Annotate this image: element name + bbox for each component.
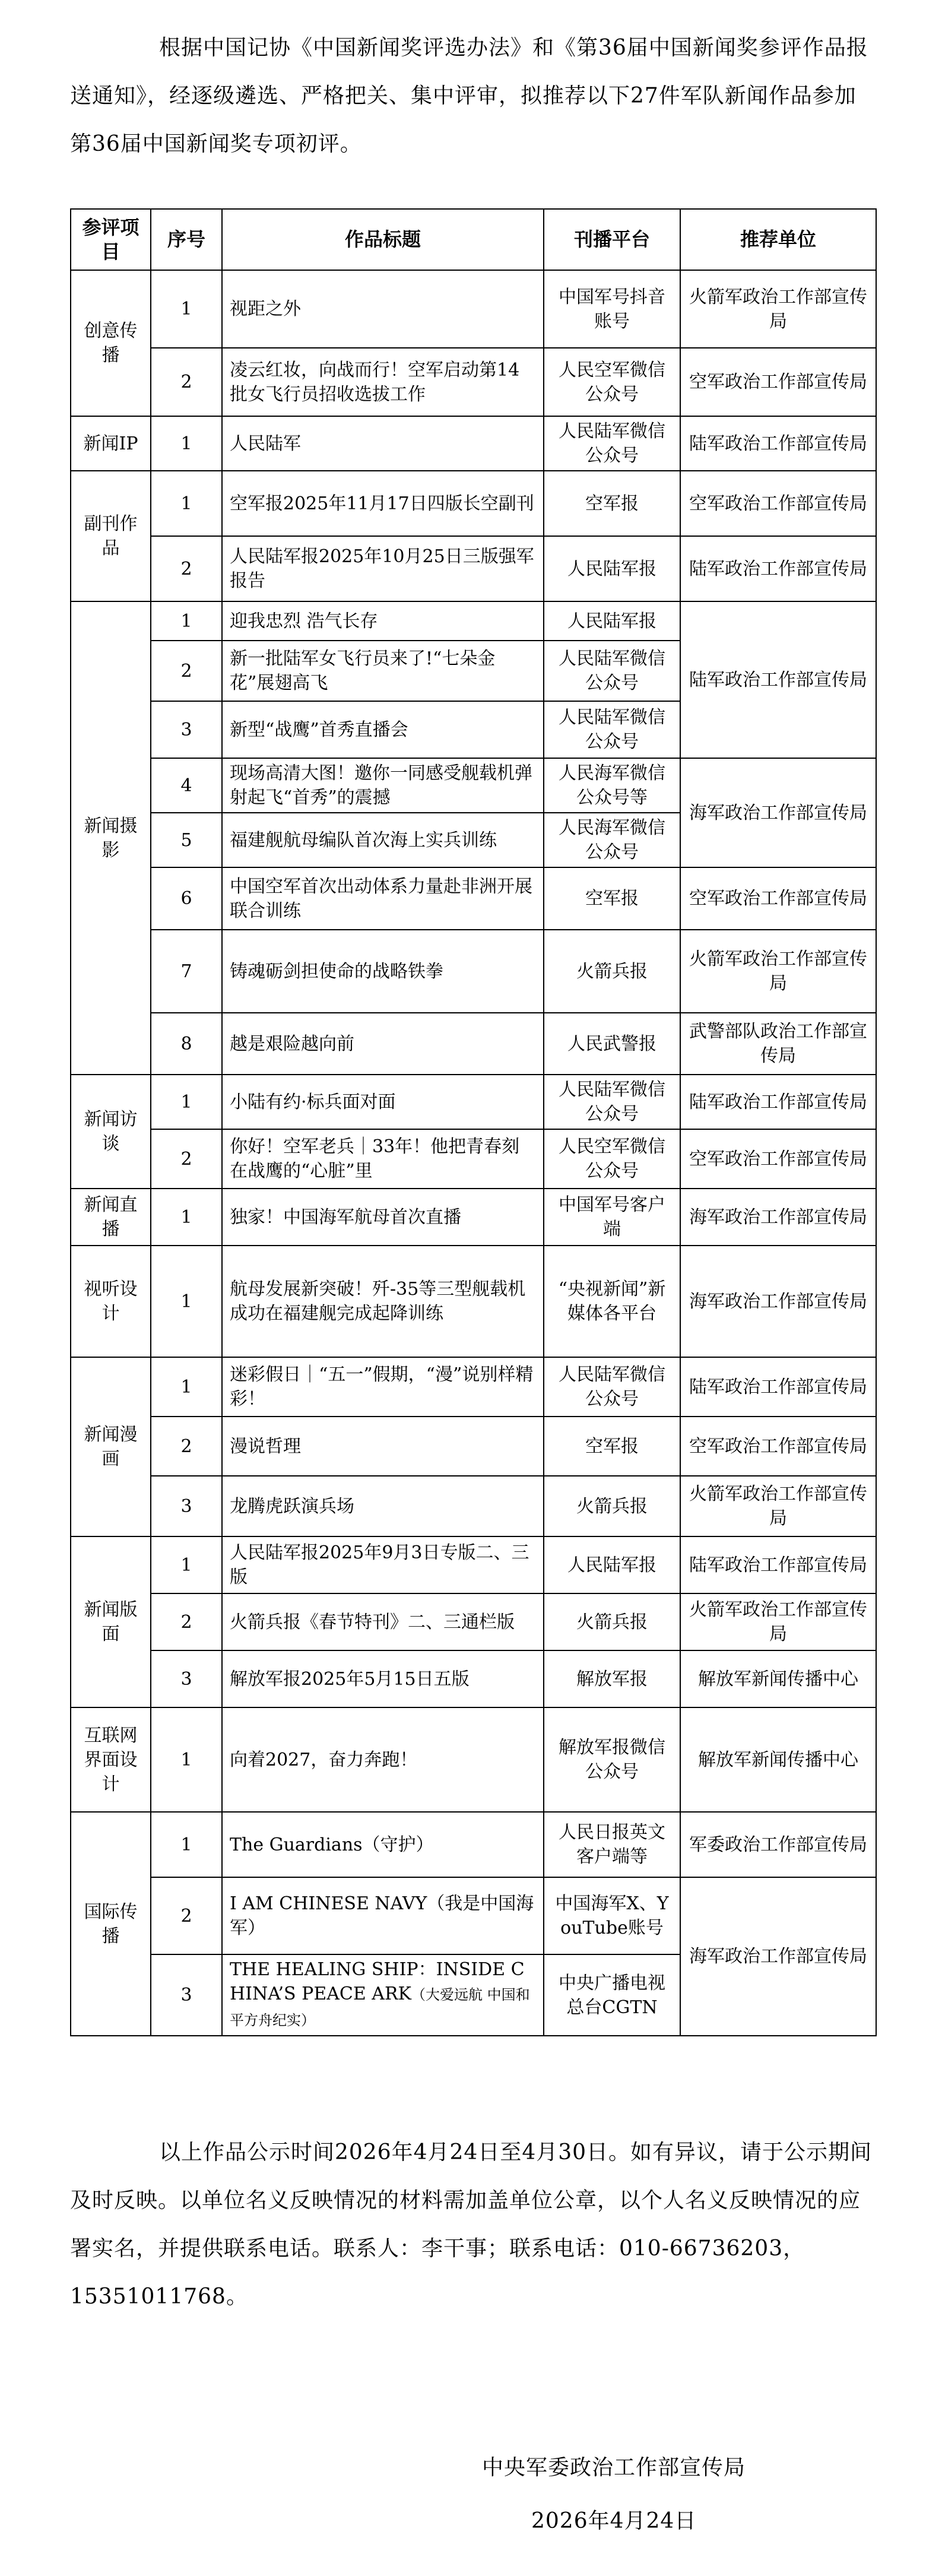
title-text: THE HEALING SHIP：INSIDE CHINA’S PEACE ARK [230,1959,525,2004]
table-row [71,1129,876,1189]
platform-cell: 火箭兵报 [544,1593,680,1650]
title-cell: I AM CHINESE NAVY（我是中国海军） [222,1877,544,1954]
seq-cell: 4 [151,758,222,813]
table-row [71,416,876,471]
seq-cell: 8 [151,1013,222,1075]
category-cell: 副刊作品 [71,471,151,601]
platform-cell: 空军报 [544,867,680,930]
title-cell: 人民陆军报2025年10月25日三版强军报告 [222,536,544,601]
title-cell: 人民陆军 [222,416,544,471]
table-row [71,1246,876,1357]
category-cell: 国际传播 [71,1812,151,2036]
category-cell: 新闻访谈 [71,1075,151,1189]
unit-cell: 陆军政治工作部宣传局 [680,536,876,601]
title-cell: 龙腾虎跃演兵场 [222,1476,544,1536]
title-cell [222,1954,544,2036]
title-cell: 越是艰险越向前 [222,1013,544,1075]
header-seq: 序号 [151,209,222,270]
header-platform: 刊播平台 [544,209,680,270]
platform-cell: 中国军号客户端 [544,1189,680,1246]
seq-cell: 5 [151,813,222,867]
seq-cell: 1 [151,1707,222,1812]
seq-cell: 3 [151,1954,222,2036]
platform-cell: 人民陆军微信公众号 [544,1075,680,1129]
platform-cell: 人民空军微信公众号 [544,1129,680,1189]
seq-cell: 6 [151,867,222,930]
unit-cell: 陆军政治工作部宣传局 [680,1075,876,1129]
title-cell: 新型“战鹰”首秀直播会 [222,701,544,758]
unit-cell: 陆军政治工作部宣传局 [680,1357,876,1417]
platform-cell: 人民陆军报 [544,1536,680,1593]
platform-cell: 中央广播电视总台CGTN [544,1954,680,2036]
platform-cell: 火箭兵报 [544,930,680,1013]
table-row [71,1877,876,1954]
table-row [71,601,876,641]
unit-cell: 陆军政治工作部宣传局 [680,416,876,471]
platform-cell: 人民陆军微信公众号 [544,1357,680,1417]
header-title: 作品标题 [222,209,544,270]
seq-cell: 1 [151,1075,222,1129]
title-cell: 迎我忠烈 浩气长存 [222,601,544,641]
platform-cell: 人民陆军报 [544,536,680,601]
unit-cell: 海军政治工作部宣传局 [680,1246,876,1357]
table-row [71,348,876,416]
title-cell: 铸魂砺剑担使命的战略铁拳 [222,930,544,1013]
seq-cell: 7 [151,930,222,1013]
title-cell: 航母发展新突破！歼-35等三型舰载机成功在福建舰完成起降训练 [222,1246,544,1357]
unit-cell: 空军政治工作部宣传局 [680,1417,876,1476]
table-row [71,536,876,601]
seq-cell: 2 [151,1417,222,1476]
platform-cell: 人民海军微信公众号等 [544,758,680,813]
category-cell: 互联网界面设计 [71,1707,151,1812]
table-row [71,930,876,1013]
title-cell: 火箭兵报《春节特刊》二、三通栏版 [222,1593,544,1650]
table-row [71,1812,876,1877]
header-unit: 推荐单位 [680,209,876,270]
title-cell: 解放军报2025年5月15日五版 [222,1650,544,1707]
unit-cell: 火箭军政治工作部宣传局 [680,1476,876,1536]
platform-cell: 中国军号抖音账号 [544,270,680,348]
platform-cell: 人民陆军报 [544,601,680,641]
title-cell: 漫说哲理 [222,1417,544,1476]
table-row [71,471,876,536]
title-cell: 你好！空军老兵｜33年！他把青春刻在战鹰的“心脏”里 [222,1129,544,1189]
seq-cell: 1 [151,270,222,348]
platform-cell: 空军报 [544,1417,680,1476]
nominated-works-table [70,208,877,2036]
unit-cell: 火箭军政治工作部宣传局 [680,930,876,1013]
seq-cell: 2 [151,641,222,701]
unit-cell: 海军政治工作部宣传局 [680,758,876,867]
table-row [71,1075,876,1129]
table-row [71,1593,876,1650]
seq-cell: 2 [151,1129,222,1189]
title-cell: 向着2027，奋力奔跑！ [222,1707,544,1812]
title-cell: 人民陆军报2025年9月3日专版二、三版 [222,1536,544,1593]
signature-organization: 中央军委政治工作部宣传局 [482,2455,746,2480]
seq-cell: 2 [151,536,222,601]
seq-cell: 1 [151,1536,222,1593]
platform-cell: 人民空军微信公众号 [544,348,680,416]
category-cell: 新闻直播 [71,1189,151,1246]
unit-cell: 空军政治工作部宣传局 [680,1129,876,1189]
category-cell: 新闻IP [71,416,151,471]
table-row [71,1650,876,1707]
unit-cell: 陆军政治工作部宣传局 [680,601,876,758]
platform-cell: 人民武警报 [544,1013,680,1075]
unit-cell: 陆军政治工作部宣传局 [680,1536,876,1593]
table-row [71,1417,876,1476]
category-cell: 新闻漫画 [71,1357,151,1536]
category-cell: 新闻摄影 [71,601,151,1075]
header-category: 参评项目 [71,209,151,270]
unit-cell: 空军政治工作部宣传局 [680,867,876,930]
unit-cell: 武警部队政治工作部宣传局 [680,1013,876,1075]
category-cell: 新闻版面 [71,1536,151,1707]
title-cell: 凌云红妆，向战而行！空军启动第14批女飞行员招收选拔工作 [222,348,544,416]
unit-cell: 海军政治工作部宣传局 [680,1877,876,2036]
table-row [71,1013,876,1075]
seq-cell: 1 [151,601,222,641]
platform-cell: 中国海军X、YouTube账号 [544,1877,680,1954]
table-row [71,270,876,348]
platform-cell: 人民陆军微信公众号 [544,701,680,758]
table-row [71,758,876,813]
seq-cell: 3 [151,701,222,758]
title-cell: 独家！中国海军航母首次直播 [222,1189,544,1246]
title-cell: 现场高清大图！邀你一同感受舰载机弹射起飞“首秀”的震撼 [222,758,544,813]
table-row [71,867,876,930]
intro-paragraph: 根据中国记协《中国新闻奖评选办法》和《第36届中国新闻奖参评作品报送通知》，经逐级遴选、严格把关、集中评审，拟推荐以下27件军队新闻作品参加第36届中国新闻奖专项初评。 [70,36,868,156]
unit-cell: 军委政治工作部宣传局 [680,1812,876,1877]
seq-cell: 1 [151,416,222,471]
unit-cell: 解放军新闻传播中心 [680,1650,876,1707]
table-row [71,1536,876,1593]
unit-cell: 火箭军政治工作部宣传局 [680,1593,876,1650]
table-row [71,1476,876,1536]
platform-cell: 解放军报微信公众号 [544,1707,680,1812]
title-cell: 新一批陆军女飞行员来了!“七朵金花”展翅高飞 [222,641,544,701]
signature-date: 2026年4月24日 [531,2509,697,2533]
platform-cell: 人民陆军微信公众号 [544,416,680,471]
seq-cell: 1 [151,1189,222,1246]
title-cell: 空军报2025年11月17日四版长空副刊 [222,471,544,536]
table-row [71,1357,876,1417]
platform-cell: 空军报 [544,471,680,536]
unit-cell: 空军政治工作部宣传局 [680,471,876,536]
platform-cell: 人民日报英文客户端等 [544,1812,680,1877]
seq-cell: 1 [151,1357,222,1417]
platform-cell: 人民陆军微信公众号 [544,641,680,701]
platform-cell: 解放军报 [544,1650,680,1707]
table-header-row [71,209,876,270]
platform-cell: “央视新闻”新媒体各平台 [544,1246,680,1357]
title-cell: 迷彩假日｜“五一”假期，“漫”说别样精彩！ [222,1357,544,1417]
notice-paragraph: 以上作品公示时间2026年4月24日至4月30日。如有异议，请于公示期间及时反映。以单位名义反映情况的材料需加盖单位公章，以个人名义反映情况的应署实名，并提供联系电话。联系人：李干事；联系电话：010-66736203，15351011768。 [70,2140,873,2309]
table-row [71,1189,876,1246]
seq-cell: 2 [151,1593,222,1650]
title-cell: 福建舰航母编队首次海上实兵训练 [222,813,544,867]
table-row [71,1707,876,1812]
title-cell: 视距之外 [222,270,544,348]
seq-cell: 2 [151,1877,222,1954]
category-cell: 创意传播 [71,270,151,416]
seq-cell: 3 [151,1650,222,1707]
unit-cell: 火箭军政治工作部宣传局 [680,270,876,348]
title-cell: 小陆有约·标兵面对面 [222,1075,544,1129]
unit-cell: 海军政治工作部宣传局 [680,1189,876,1246]
title-cell: 中国空军首次出动体系力量赴非洲开展联合训练 [222,867,544,930]
title-cell: The Guardians（守护） [222,1812,544,1877]
seq-cell: 3 [151,1476,222,1536]
seq-cell: 1 [151,1246,222,1357]
platform-cell: 人民海军微信公众号 [544,813,680,867]
seq-cell: 1 [151,471,222,536]
seq-cell: 1 [151,1812,222,1877]
category-cell: 视听设计 [71,1246,151,1357]
unit-cell: 空军政治工作部宣传局 [680,348,876,416]
title-note: （大爱远航 中国和平方舟纪实） [230,1986,530,2029]
unit-cell: 解放军新闻传播中心 [680,1707,876,1812]
platform-cell: 火箭兵报 [544,1476,680,1536]
seq-cell: 2 [151,348,222,416]
